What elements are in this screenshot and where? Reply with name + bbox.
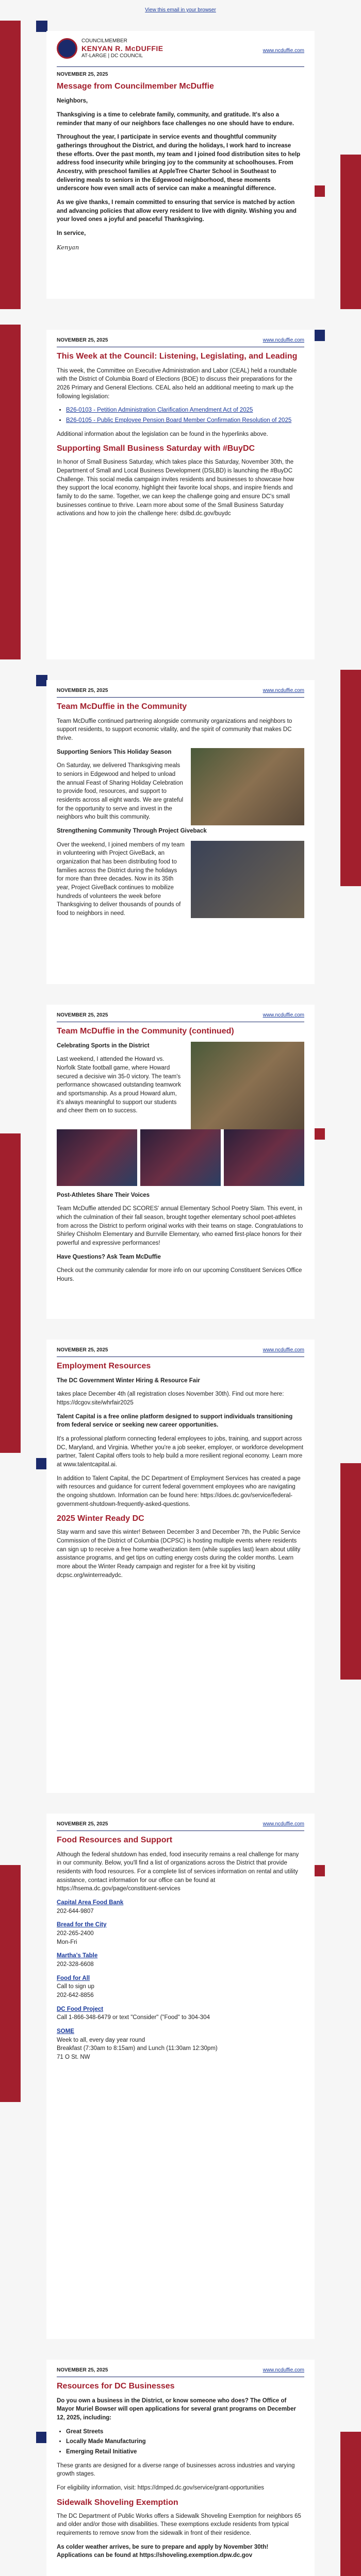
intro-section <box>46 31 315 299</box>
org-name[interactable]: DC Food Project <box>57 2006 104 2012</box>
org-detail: Week to all, every day year round <box>57 2037 145 2043</box>
left-stripe <box>0 1865 21 2102</box>
community-section <box>46 680 315 984</box>
org-detail: 71 O St. NW <box>57 2054 90 2060</box>
right-stripe <box>340 670 361 886</box>
paragraph: Although the federal shutdown has ended, food insecurity remains a real challenge for many in our community. Below, you'll find a list of organizations across the District that provide residents with food resources. For a complete list of services information on rental and utility assistance, contact information for our office can be found at https://hsema.dc.gov/page/constituent-services <box>57 1851 299 1892</box>
section-title: Employment Resources <box>57 1361 151 1370</box>
subheading: Supporting Seniors This Holiday Season <box>57 749 172 755</box>
section-header <box>57 38 304 67</box>
photo <box>191 748 304 825</box>
subheading: Post-Athletes Share Their Voices <box>57 1192 150 1198</box>
section-title: Team McDuffie in the Community <box>57 702 187 711</box>
list-item[interactable]: • B26-0103 - Petition Administration Clarification Amendment Act of 2025 <box>66 406 304 415</box>
list-item <box>57 2027 304 2062</box>
org-name[interactable]: Food for All <box>57 1975 90 1981</box>
council-week-section <box>46 330 315 659</box>
list-item: • Locally Made Manufacturing <box>66 2437 304 2446</box>
grant-list <box>66 2428 304 2456</box>
website-link[interactable]: www.ncduffie.com <box>262 1347 304 1353</box>
org-detail: Breakfast (7:30am to 8:15am) and Lunch (11:30am 12:30pm) <box>57 2045 218 2052</box>
list-item[interactable]: • B26-0105 - Public Employee Pension Board Member Confirmation Resolution of 2025 <box>66 416 304 425</box>
decor-square <box>314 1128 325 1140</box>
paragraph: It's a professional platform connecting federal employees to jobs, training, and support across DC, Maryland, and Virginia. Whether you're a job seeker, employer, or workforce development partner, Talent Capital offers tools to help build a more resilient regional economy. Learn more at www.talentcapital.ai. <box>57 1435 304 1468</box>
logo-sub: AT-LARGE | DC COUNCIL <box>81 53 143 59</box>
section-date: NOVEMBER 25, 2025 <box>57 337 108 343</box>
org-detail: Call to sign up <box>57 1984 94 1990</box>
paragraph: Team McDuffie continued partnering alongside community organizations and neighbors to support residents, to support economic vitality, and the spirit of community that makes DC thrive. <box>57 718 292 741</box>
section-date: NOVEMBER 25, 2025 <box>57 688 108 693</box>
food-orgs-list <box>57 1899 304 2062</box>
subsection-title: 2025 Winter Ready DC <box>57 1514 144 1523</box>
business-resources-section <box>46 2360 315 2576</box>
right-stripe <box>340 2432 361 2576</box>
view-in-browser-link[interactable]: View this email in your browser <box>145 7 216 13</box>
left-stripe <box>0 325 21 659</box>
logo-small-text: COUNCILMEMBER <box>81 38 127 44</box>
subheading: The DC Government Winter Hiring & Resource Fair <box>57 1377 200 1384</box>
list-item <box>57 1974 304 2000</box>
list-item: • Emerging Retail Initiative <box>66 2448 304 2456</box>
logo-name: KENYAN R. McDUFFIE <box>81 44 163 53</box>
paragraph: Throughout the year, I participate in service events and thoughtful community gatherings throughout the District, and during the holidays, I work hard to increase these efforts. Over the past month, my team and I joined food distribution sites to help address food insecurity while bringing joy to the community at schoolhouses. From Ancestry, with preschool families at AppleTree Charter School in Southeast to delivering meals to seniors in the Edgewood neighborhood, these moments underscore how even small acts of service can make a meaningful difference. <box>57 134 301 192</box>
website-link[interactable]: www.ncduffie.com <box>262 48 304 54</box>
community-continued-section <box>46 1005 315 1319</box>
paragraph: Thanksgiving is a time to celebrate family, community, and gratitude. It's also a reminder that many of our neighbors face challenges no one should have to endure. <box>57 111 294 127</box>
decor-square <box>36 1458 47 1469</box>
list-item: • Great Streets <box>66 2428 304 2436</box>
right-stripe <box>340 155 361 309</box>
employment-section <box>46 1340 315 1793</box>
section-date: NOVEMBER 25, 2025 <box>57 2367 108 2373</box>
paragraph: The DC Department of Public Works offers a Sidewalk Shoveling Exemption for neighbors 65 and older and/or those with disabilities. These exemptions exclude residents from typical requirements to remove snow from the sidewalk in front of their residence. <box>57 2513 301 2536</box>
org-detail: Mon-Fri <box>57 1939 77 1945</box>
website-link[interactable]: www.ncduffie.com <box>262 337 304 343</box>
paragraph: As we give thanks, I remain committed to ensuring that service is matched by action and advancing policies that allow every resident to live with dignity. Wishing you and your loved ones a joyful and peaceful Thanksgiving. <box>57 199 297 223</box>
subsection-title: Sidewalk Shoveling Exemption <box>57 2498 178 2507</box>
signature: Kenyan <box>57 243 79 251</box>
website-link[interactable]: www.ncduffie.com <box>262 1821 304 1827</box>
org-detail: 202-265-2400 <box>57 1930 94 1937</box>
org-name[interactable]: Bread for the City <box>57 1922 107 1928</box>
decor-square <box>314 185 325 197</box>
org-detail: Call 1-866-348-6479 or text "Consider" ("Food" to 304-304 <box>57 2014 210 2021</box>
paragraph: Additional information about the legislation can be found in the hyperlinks above. <box>57 431 268 437</box>
website-link[interactable]: www.ncduffie.com <box>262 1012 304 1018</box>
photo <box>224 1129 304 1186</box>
section-title: Food Resources and Support <box>57 1835 173 1844</box>
closing: In service, <box>57 230 86 237</box>
subheading: Strengthening Community Through Project Giveback <box>57 827 207 834</box>
photo <box>140 1129 221 1186</box>
photo <box>191 841 304 918</box>
subheading: Have Questions? Ask Team McDuffie <box>57 1253 161 1260</box>
paragraph: In honor of Small Business Saturday, which takes place this Saturday, November 30th, the Department of Small and Local Business Development (DSLBD) is launching the #BuyDC Challenge. This social media campaign invites residents and businesses to showcase how they support the local economy, highlight their favorite local shops, and inspire friends and family to do the same. Together, we can keep the challenge going and ensure DC's small businesses continue to thrive. Learn more about some of the Small Business Saturday activations and how to join the challenge here: dslbd.dc.gov/buydc <box>57 459 294 517</box>
view-in-browser[interactable] <box>0 0 361 21</box>
section-date: NOVEMBER 25, 2025 <box>57 1347 108 1353</box>
left-stripe <box>0 21 21 309</box>
paragraph: Check out the community calendar for more info on our upcoming Constituent Services Office Hours. <box>57 1267 302 1282</box>
org-name[interactable]: Martha's Table <box>57 1953 98 1959</box>
subsection-title: Supporting Small Business Saturday with #BuyDC <box>57 444 255 453</box>
list-item <box>57 1952 304 1969</box>
greeting: Neighbors, <box>57 98 88 105</box>
paragraph: takes place December 4th (all registration closes November 30th). Find out more here: https://dcgov.site/whrfair2025 <box>57 1391 284 1406</box>
section-title: This Week at the Council: Listening, Legislating, and Leading <box>57 351 298 361</box>
paragraph: In addition to Talent Capital, the DC Department of Employment Services has created a page with resources and guidance for current federal government employees who are navigating the ongoing shutdown. Information can be found here: https://does.dc.gov/service/federal-government-shutdown-frequently-asked-questions. <box>57 1475 301 1507</box>
left-stripe <box>0 1133 21 1453</box>
org-name[interactable]: Capital Area Food Bank <box>57 1899 124 1906</box>
paragraph: For eligibility information, visit: https://dmped.dc.gov/service/grant-opportunities <box>57 2484 265 2491</box>
list-item <box>57 1921 304 1946</box>
paragraph: Team McDuffie attended DC SCORES' annual Elementary School Poetry Slam. This event, in which the culmination of their fall season, brought together elementary school poet-athletes from across the District to perform original works with their teams on stage. Congratulations to Shirley Chisholm Elementary and Burrville Elementary, who earned first-place honors for their powerful and expressive performances! <box>57 1206 303 1246</box>
paragraph: Do you own a business in the District, or know someone who does? The Office of Mayor Muriel Bowser will open applications for several grant programs on December 12, 2025, including: <box>57 2397 296 2421</box>
subheading: Celebrating Sports in the District <box>57 1042 150 1049</box>
paragraph: As colder weather arrives, be sure to prepare and apply by November 30th! Applications can be found at https://shoveling.exemption.dpw.dc.gov <box>57 2544 269 2559</box>
photo <box>191 1042 304 1129</box>
list-item <box>57 1899 304 1916</box>
org-name[interactable]: SOME <box>57 2028 74 2035</box>
section-date: NOVEMBER 25, 2025 <box>57 1012 108 1018</box>
section-title: Resources for DC Businesses <box>57 2381 175 2391</box>
logo <box>57 38 163 59</box>
decor-square <box>36 21 47 32</box>
seal-icon <box>57 38 77 59</box>
decor-square <box>314 330 325 341</box>
section-date: NOVEMBER 25, 2025 <box>57 71 108 77</box>
paragraph: These grants are designed for a diverse range of businesses across industries and varying growth stages. <box>57 2462 295 2478</box>
photo <box>57 1129 137 1186</box>
section-date: NOVEMBER 25, 2025 <box>57 1821 108 1827</box>
paragraph: This week, the Committee on Executive Administration and Labor (CEAL) held a roundtable with the District of Columbia Board of Elections (BOE) to discuss their preparations for the 2026 Primary and General Elections. CEAL also held an additional meeting to mark up the following legislation: <box>57 367 297 400</box>
paragraph: On Saturday, we delivered Thanksgiving meals to seniors in Edgewood and helped to unload the annual Feast of Sharing Holiday Celebration to provide food, resources, and support to residents across all eight wards. We are grateful for the opportunity to serve and invest in the neighbors who built this community. <box>57 762 184 821</box>
paragraph: Last weekend, I attended the Howard vs. Norfolk State football game, where Howard secured a decisive win 35-0 victory. The team's performance showcased outstanding teamwork and sportsmanship. As a proud Howard alum, it's always meaningful to support our students and cheer them on to success. <box>57 1056 181 1114</box>
org-detail: 202-328-6608 <box>57 1961 94 1968</box>
paragraph: Over the weekend, I joined members of my team in volunteering with Project GiveBack, an organization that has been distributing food to families across the District during the holidays for more than three decades. Now in its 35th year, Project GiveBack continues to mobilize hundreds of volunteers the week before Thanksgiving to deliver thousands of pounds of food to neighbors in need. <box>57 841 185 917</box>
section-title: Team McDuffie in the Community (continued) <box>57 1026 234 1036</box>
paragraph: Stay warm and save this winter! Between December 3 and December 7th, the Public Service Commission of the District of Columbia (DCPSC) is hosting multiple events where residents can sign up to receive a free home weatherization item (while supplies last) learn about utility assistance programs, and get tips on cutting energy costs during the colder months. Learn more about the Winter Ready campaign and register for a free kit by visiting dcpsc.org/winterreadydc. <box>57 1529 301 1579</box>
website-link[interactable]: www.ncduffie.com <box>262 688 304 693</box>
section-title: Message from Councilmember McDuffie <box>57 82 214 91</box>
list-item <box>57 2005 304 2022</box>
subheading: Talent Capital is a free online platform designed to support individuals transitioning from federal service or seeking new career opportunities. <box>57 1413 293 1429</box>
decor-square <box>314 1865 325 1876</box>
org-detail: 202-642-8856 <box>57 1992 94 1998</box>
food-resources-section <box>46 1814 315 2339</box>
legislation-list <box>66 406 304 425</box>
decor-square <box>36 675 47 686</box>
org-detail: 202-644-9807 <box>57 1908 94 1914</box>
website-link[interactable]: www.ncduffie.com <box>262 2367 304 2373</box>
right-stripe <box>340 1463 361 1680</box>
decor-square <box>36 2432 47 2443</box>
